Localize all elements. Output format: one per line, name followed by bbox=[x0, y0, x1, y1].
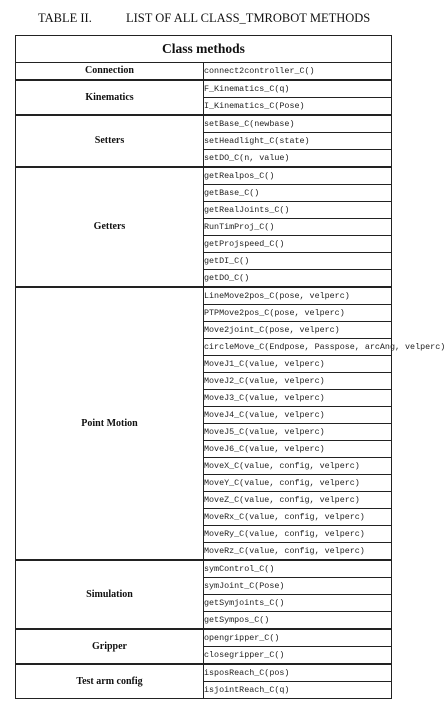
table-title: LIST OF ALL CLASS_TMROBOT METHODS bbox=[126, 11, 371, 25]
table-row bbox=[16, 167, 392, 185]
method-name: I_Kinematics_C(Pose) bbox=[204, 98, 392, 116]
group-label: Kinematics bbox=[16, 80, 204, 115]
method-name: setDO_C(n, value) bbox=[204, 150, 392, 168]
group-label: Connection bbox=[16, 63, 204, 81]
group-label: Simulation bbox=[16, 560, 204, 629]
method-name: circleMove_C(Endpose, Passpose, arcAng, velperc) bbox=[204, 339, 392, 356]
method-name: MoveJ4_C(value, velperc) bbox=[204, 407, 392, 424]
method-name: MoveRx_C(value, config, velperc) bbox=[204, 509, 392, 526]
method-name: getProjspeed_C() bbox=[204, 236, 392, 253]
method-name: opengripper_C() bbox=[204, 629, 392, 647]
group-label: Test arm config bbox=[16, 664, 204, 699]
method-name: MoveY_C(value, config, velperc) bbox=[204, 475, 392, 492]
method-name: closegripper_C() bbox=[204, 647, 392, 665]
group-label: Setters bbox=[16, 115, 204, 167]
method-name: MoveJ3_C(value, velperc) bbox=[204, 390, 392, 407]
method-name: PTPMove2pos_C(pose, velperc) bbox=[204, 305, 392, 322]
method-name: symJoint_C(Pose) bbox=[204, 578, 392, 595]
method-name: RunTimProj_C() bbox=[204, 219, 392, 236]
method-name: MoveJ2_C(value, velperc) bbox=[204, 373, 392, 390]
table-row bbox=[16, 63, 392, 81]
method-name: getDO_C() bbox=[204, 270, 392, 288]
method-name: getSymjoints_C() bbox=[204, 595, 392, 612]
method-name: setHeadlight_C(state) bbox=[204, 133, 392, 150]
table-row bbox=[16, 629, 392, 647]
method-name: MoveX_C(value, config, velperc) bbox=[204, 458, 392, 475]
table-row bbox=[16, 664, 392, 682]
class-methods-table bbox=[15, 35, 445, 699]
method-name: getDI_C() bbox=[204, 253, 392, 270]
method-name: MoveJ1_C(value, velperc) bbox=[204, 356, 392, 373]
table-number: TABLE II. bbox=[38, 11, 92, 25]
group-label: Getters bbox=[16, 167, 204, 287]
methods-table-body bbox=[16, 63, 445, 699]
method-name: MoveJ6_C(value, velperc) bbox=[204, 441, 392, 458]
method-name: setBase_C(newbase) bbox=[204, 115, 392, 133]
method-name: MoveRy_C(value, config, velperc) bbox=[204, 526, 392, 543]
group-label: Gripper bbox=[16, 629, 204, 664]
table-row bbox=[16, 115, 392, 133]
table-row bbox=[16, 80, 392, 98]
method-name: Move2joint_C(pose, velperc) bbox=[204, 322, 392, 339]
table-header: Class methods bbox=[16, 36, 392, 63]
method-name: MoveJ5_C(value, velperc) bbox=[204, 424, 392, 441]
method-name: isjointReach_C(q) bbox=[204, 682, 392, 699]
group-label: Point Motion bbox=[16, 287, 204, 560]
method-name: getSympos_C() bbox=[204, 612, 392, 630]
method-name: connect2controller_C() bbox=[204, 63, 392, 81]
method-name: isposReach_C(pos) bbox=[204, 664, 392, 682]
method-name: MoveRz_C(value, config, velperc) bbox=[204, 543, 392, 561]
method-name: getRealpos_C() bbox=[204, 167, 392, 185]
table-row bbox=[16, 287, 392, 305]
method-name: getRealJoints_C() bbox=[204, 202, 392, 219]
method-name: getBase_C() bbox=[204, 185, 392, 202]
method-name: MoveZ_C(value, config, velperc) bbox=[204, 492, 392, 509]
method-name: LineMove2pos_C(pose, velperc) bbox=[204, 287, 392, 305]
table-row bbox=[16, 560, 392, 578]
method-name: F_Kinematics_C(q) bbox=[204, 80, 392, 98]
method-name: symControl_C() bbox=[204, 560, 392, 578]
